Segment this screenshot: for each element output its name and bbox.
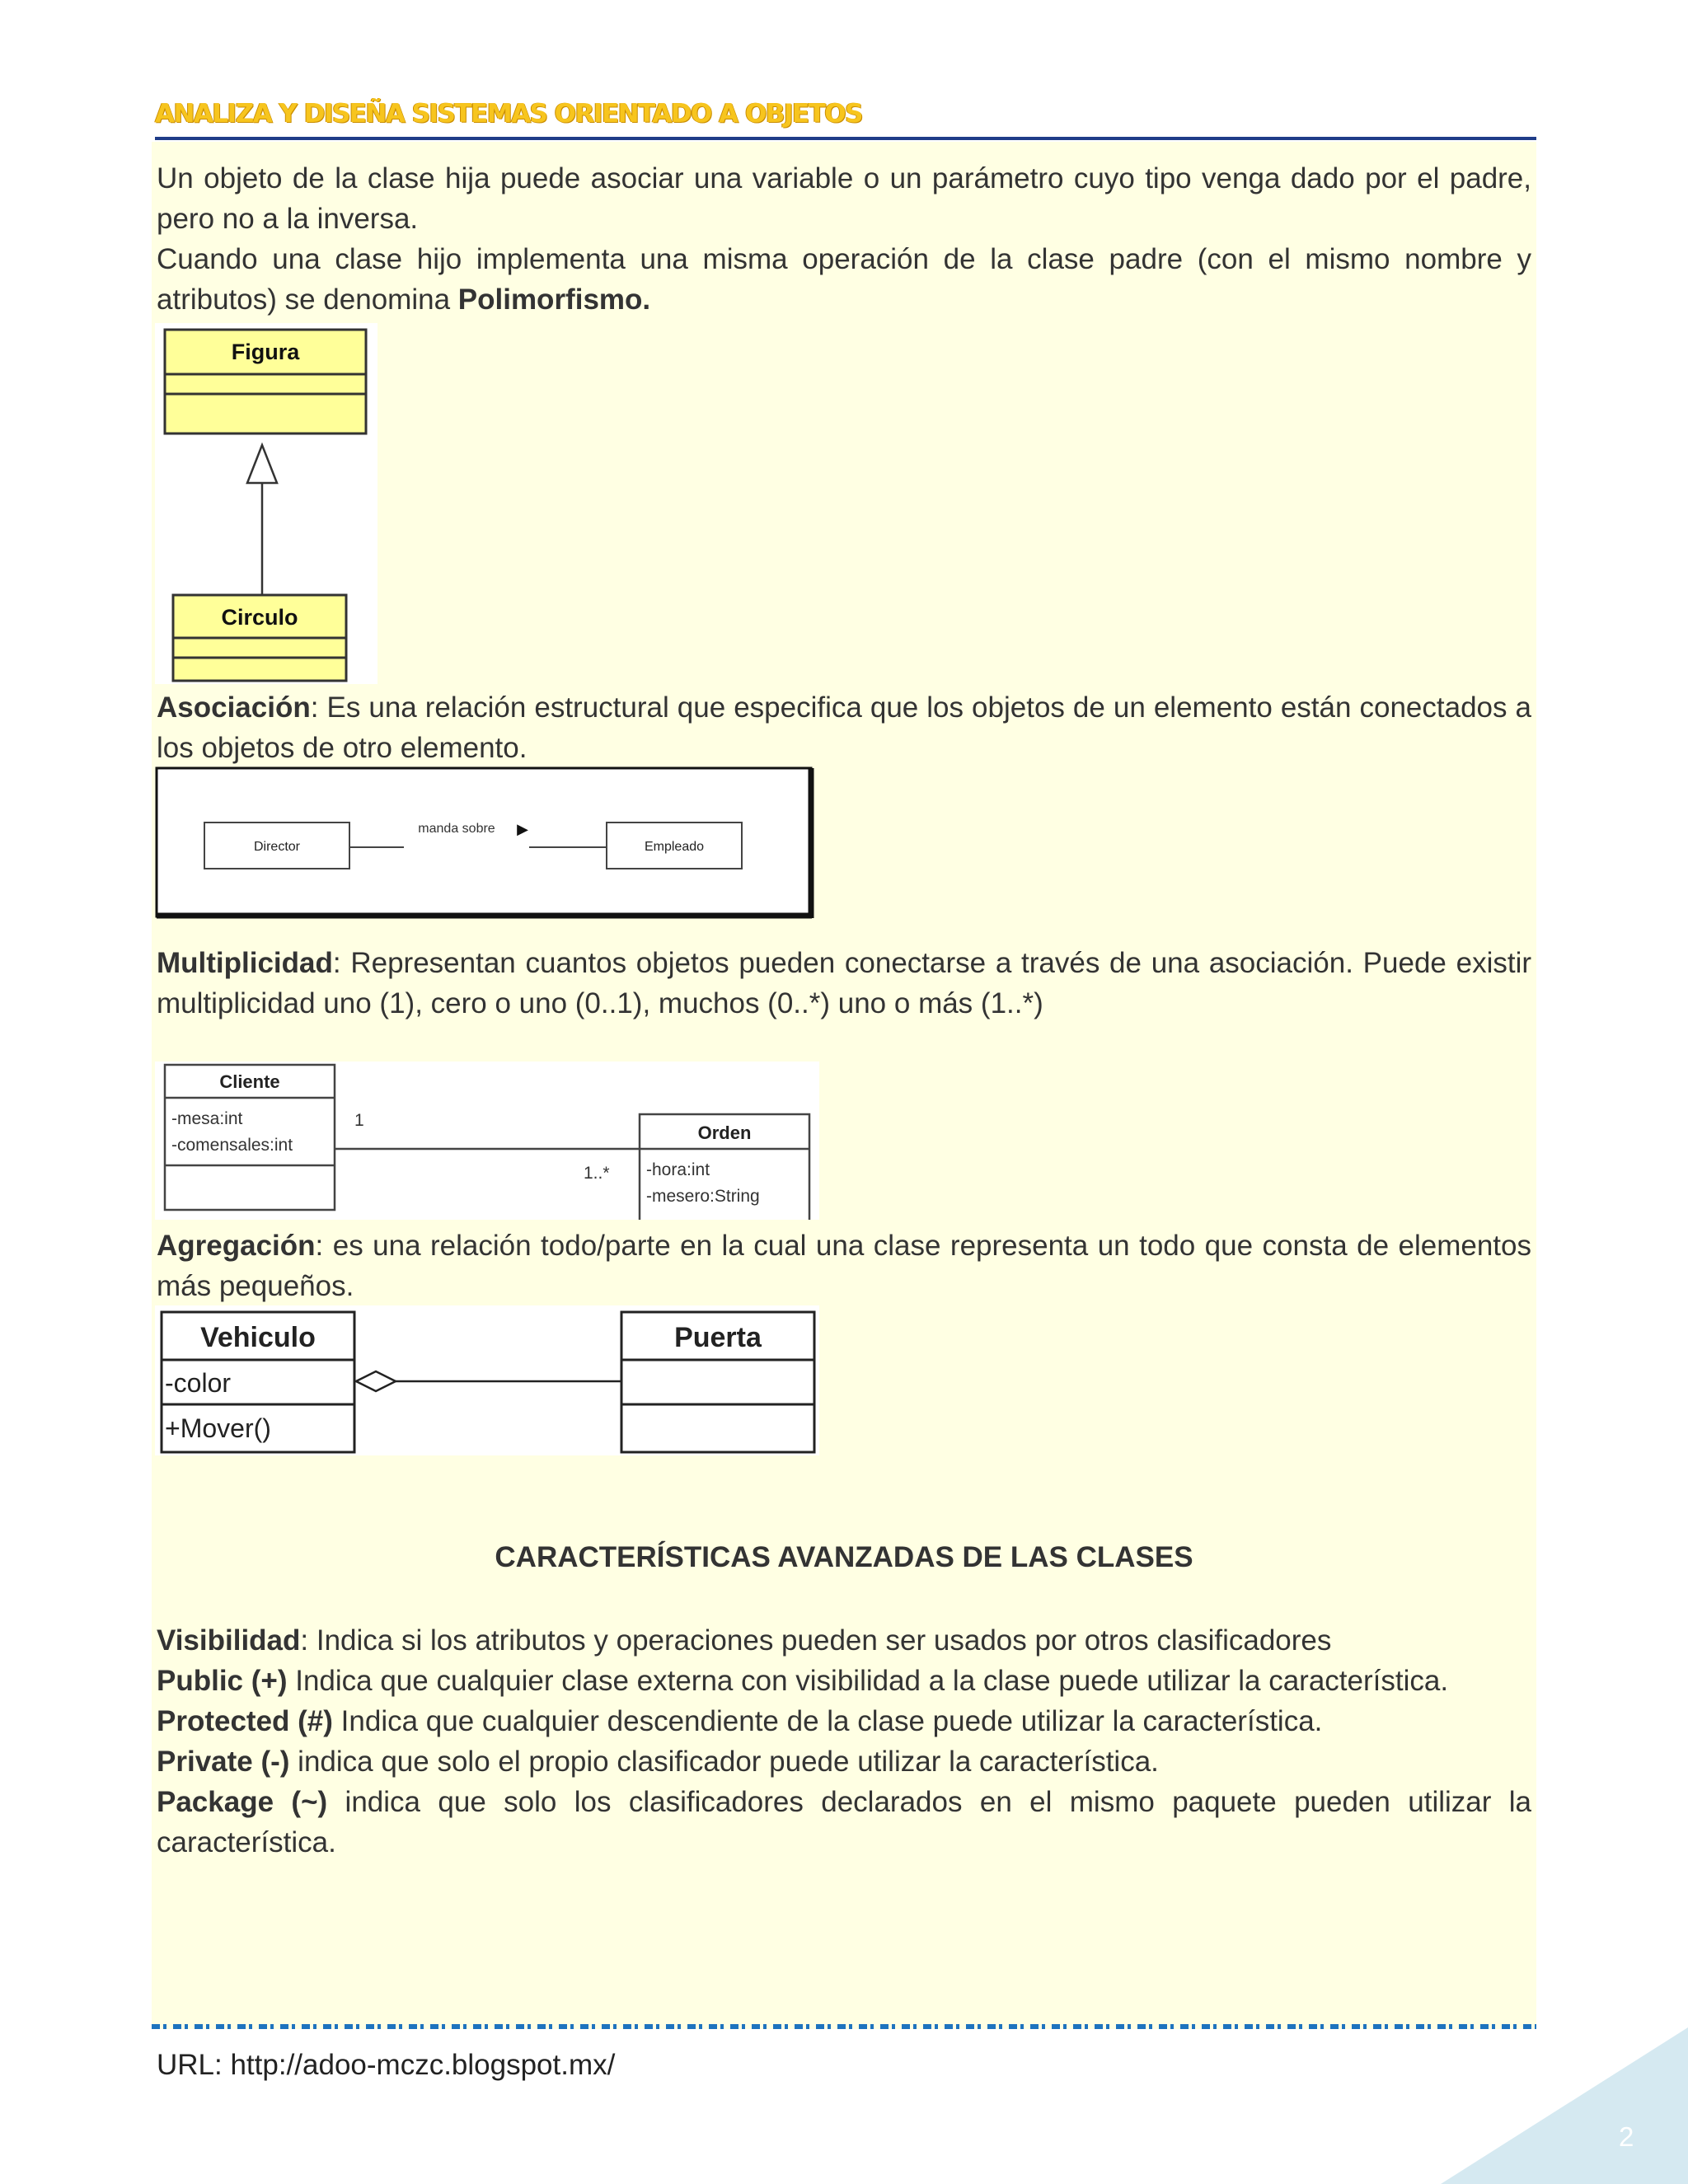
association-direction-icon: ▶ (517, 821, 528, 837)
asociacion-term: Asociación (157, 691, 311, 724)
polymorphism-term: Polimorfismo. (457, 284, 651, 316)
footer-url[interactable]: URL: http://adoo-mczc.blogspot.mx/ (157, 2049, 616, 2081)
vehiculo-operation: +Mover() (165, 1413, 271, 1443)
agregacion-term: Agregación (157, 1230, 316, 1262)
cliente-attr: -comensales:int (171, 1136, 293, 1155)
visibilidad-text: : Indica si los atributos y operaciones pueden ser usados por otros clasificadores (300, 1624, 1332, 1657)
cliente-class-name: Cliente (219, 1071, 280, 1092)
orden-class-name: Orden (697, 1122, 752, 1143)
visibilidad-term: Visibilidad (157, 1624, 301, 1657)
public-text: Indica que cualquier clase externa con visibilidad a la clase puede utilizar la característica. (287, 1665, 1449, 1697)
polymorphism-text: Cuando una clase hijo implementa una misma operación de la clase padre (con el mismo nombre y atributos) se denomina (157, 243, 1531, 316)
director-class-name: Director (253, 840, 301, 854)
aggregation-diagram (155, 1305, 819, 1455)
association-diagram (155, 766, 816, 923)
circulo-class-box (173, 595, 346, 681)
section-heading: CARACTERÍSTICAS AVANZADAS DE LAS CLASES (495, 1541, 1193, 1573)
association-label: manda sobre (418, 822, 495, 836)
agregacion-text: : es una relación todo/parte en la cual una clase representa un todo que consta de elementos más pequeños. (157, 1230, 1531, 1302)
cliente-attr: -mesa:int (171, 1109, 243, 1128)
package-term: Package (~) (157, 1786, 328, 1818)
multiplicidad-text: : Representan cuantos objetos pueden conectarse a través de una asociación. Puede existir multiplicidad uno (1), cero o uno (0..1), muchos (0..*) uno o más (1..*) (157, 947, 1531, 1019)
asociacion-text: : Es una relación estructural que especifica que los objetos de un elemento están conectados a los objetos de otro elemento. (157, 691, 1531, 764)
vehiculo-class-name: Vehiculo (200, 1322, 316, 1353)
right-multiplicity: 1..* (584, 1164, 610, 1183)
circulo-class-name: Circulo (221, 605, 298, 630)
multiplicidad-term: Multiplicidad (157, 947, 333, 979)
header-rule (155, 137, 1536, 140)
puerta-class-box (621, 1312, 814, 1452)
protected-text: Indica que cualquier descendiente de la clase puede utilizar la característica. (332, 1705, 1323, 1737)
orden-attr: -mesero:String (646, 1187, 760, 1206)
page-number: 2 (1619, 2121, 1634, 2152)
protected-term: Protected (#) (157, 1705, 333, 1737)
package-text: indica que solo los clasificadores declarados en el mismo paquete pueden utilizar la característica. (157, 1786, 1532, 1858)
figura-class-box (165, 330, 366, 434)
orden-attr: -hora:int (646, 1160, 710, 1179)
generalization-diagram (155, 323, 377, 684)
figura-class-name: Figura (231, 340, 300, 364)
left-multiplicity: 1 (354, 1111, 364, 1130)
corner-decoration (1441, 2027, 1688, 2184)
private-term: Private (-) (157, 1746, 290, 1778)
visibility-block (157, 1620, 1531, 1863)
cliente-class-box (165, 1065, 335, 1210)
paragraph-inheritance: Un objeto de la clase hija puede asociar una variable o un parámetro cuyo tipo venga dado por el padre, pero no a la inversa. (157, 162, 1531, 235)
paragraph-polymorphism (157, 239, 1531, 320)
private-text: indica que solo el propio clasificador puede utilizar la característica. (289, 1746, 1159, 1778)
paragraph-agregacion (157, 1226, 1531, 1306)
header-title: ANALIZA Y DISEÑA SISTEMAS ORIENTADO A OBJETOS (155, 99, 862, 129)
puerta-class-name: Puerta (674, 1322, 762, 1353)
footer-rule (152, 2024, 1536, 2029)
multiplicity-diagram (155, 1062, 819, 1220)
orden-class-box (640, 1114, 809, 1220)
paragraph-asociacion (157, 687, 1531, 768)
paragraph-multiplicidad (157, 943, 1531, 1024)
public-term: Public (+) (157, 1665, 288, 1697)
empleado-class-name: Empleado (644, 840, 705, 854)
vehiculo-class-box (162, 1312, 354, 1452)
vehiculo-attr: -color (165, 1368, 232, 1398)
